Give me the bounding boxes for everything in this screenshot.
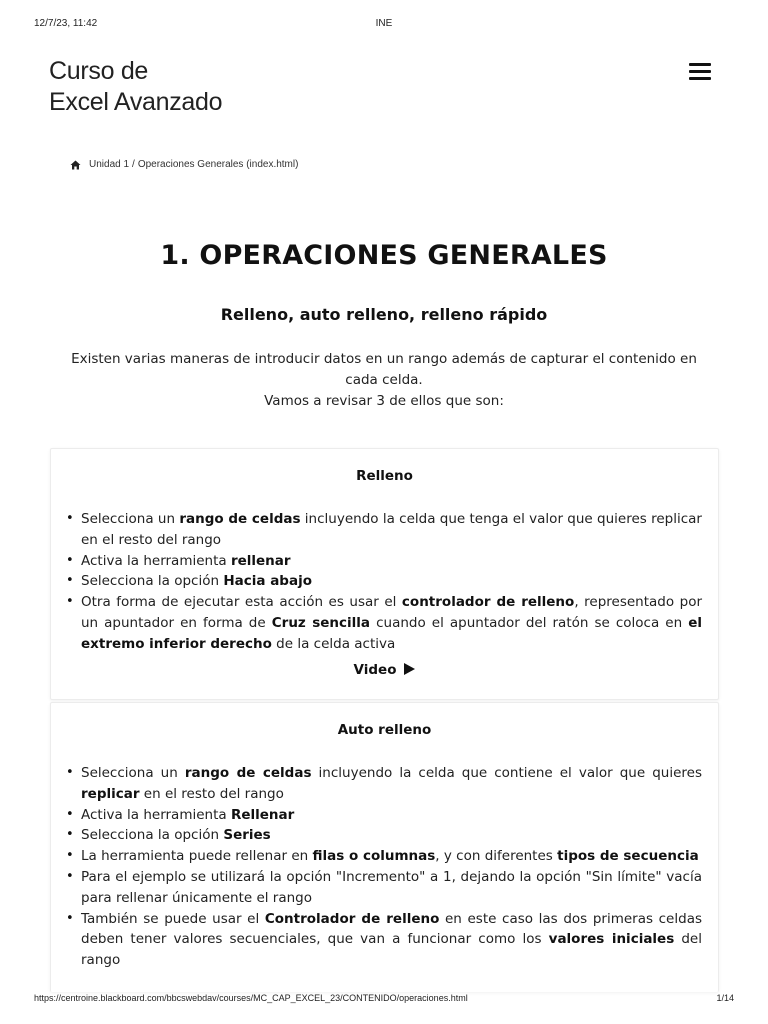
video-button[interactable] [51, 662, 718, 678]
list-item: • La herramienta puede rellenar en filas o columnas, y con diferentes tipos de secuencia [81, 846, 702, 867]
breadcrumb [70, 159, 298, 170]
bold-term: Cruz sencilla [271, 614, 371, 631]
site-title-line2: Excel Avanzado [49, 88, 223, 116]
list-item: • Selecciona un rango de celdas incluyendo la celda que contiene el valor que quieres replicar en el resto del rango [81, 763, 702, 805]
intro-line2: Vamos a revisar 3 de ellos que son: [264, 393, 504, 409]
section-subtitle: Relleno, auto relleno, relleno rápido [220, 305, 548, 324]
card-relleno [50, 448, 719, 700]
print-page-number: 1/14 [716, 993, 734, 1003]
bold-term: Hacia abajo [223, 573, 312, 590]
bold-term: filas o columnas [312, 848, 436, 865]
print-doc-title: INE [375, 18, 393, 29]
intro-line1: Existen varias maneras de introducir datos en un rango además de capturar el contenido en cada celda. [71, 351, 697, 388]
bold-term: controlador de relleno [401, 594, 575, 611]
list-item: • Otra forma de ejecutar esta acción es usar el controlador de relleno, representado por un apuntador en forma de Cruz sencilla cuando el apuntador del ratón se coloca en el extremo inferior derecho de la celda activa [81, 592, 702, 654]
bold-term: Series [223, 827, 271, 844]
card-auto-relleno-title: Auto relleno [337, 722, 432, 738]
site-title[interactable] [49, 56, 222, 118]
breadcrumb-separator: / [132, 159, 135, 170]
card-auto-relleno [50, 702, 719, 992]
bold-term: Controlador de relleno [264, 910, 440, 927]
bold-term: el extremo inferior derecho [81, 614, 703, 652]
intro-text [60, 349, 708, 412]
page-title: 1. OPERACIONES GENERALES [160, 240, 608, 271]
bold-term: rellenar [230, 552, 291, 569]
print-datetime: 12/7/23, 11:42 [34, 18, 98, 29]
print-header [0, 18, 768, 32]
card-auto-relleno-list [81, 763, 702, 971]
card-relleno-title: Relleno [356, 468, 413, 484]
breadcrumb-unit-link[interactable]: Unidad 1 [89, 159, 130, 170]
play-icon [404, 663, 415, 675]
list-item: • Selecciona la opción Series [81, 825, 702, 846]
bold-term: rango de celdas [179, 511, 301, 527]
bold-term: tipos de secuencia [557, 848, 699, 865]
list-item: • Activa la herramienta Rellenar [81, 805, 702, 826]
card-relleno-list [81, 509, 702, 655]
hamburger-menu-icon[interactable] [689, 63, 711, 81]
bold-term: Rellenar [230, 806, 295, 823]
print-url: https://centroine.blackboard.com/bbcswebdav/courses/MC_CAP_EXCEL_23/CONTENIDO/operaciones.html [34, 993, 468, 1003]
list-item: • Selecciona un rango de celdas incluyendo la celda que tenga el valor que quieres replicar en el resto del rango [81, 509, 702, 551]
list-item: • También se puede usar el Controlador de relleno en este caso las dos primeras celdas deben tener valores secuenciales, que van a funcionar como los valores iniciales del rango [81, 909, 702, 971]
breadcrumb-current-link[interactable]: Operaciones Generales (index.html) [137, 159, 299, 170]
bold-term: rango de celdas [184, 765, 312, 781]
video-label: Video [353, 662, 397, 678]
site-title-line1: Curso de [49, 57, 149, 85]
list-item: • Para el ejemplo se utilizará la opción "Incremento" a 1, dejando la opción "Sin límite" vacía para rellenar únicamente el rango [81, 867, 702, 909]
bold-term: replicar [81, 785, 140, 802]
list-item: • Selecciona la opción Hacia abajo [81, 571, 702, 592]
list-item: • Activa la herramienta rellenar [81, 551, 702, 572]
bold-term: valores iniciales [548, 931, 675, 948]
home-icon[interactable] [70, 160, 81, 170]
